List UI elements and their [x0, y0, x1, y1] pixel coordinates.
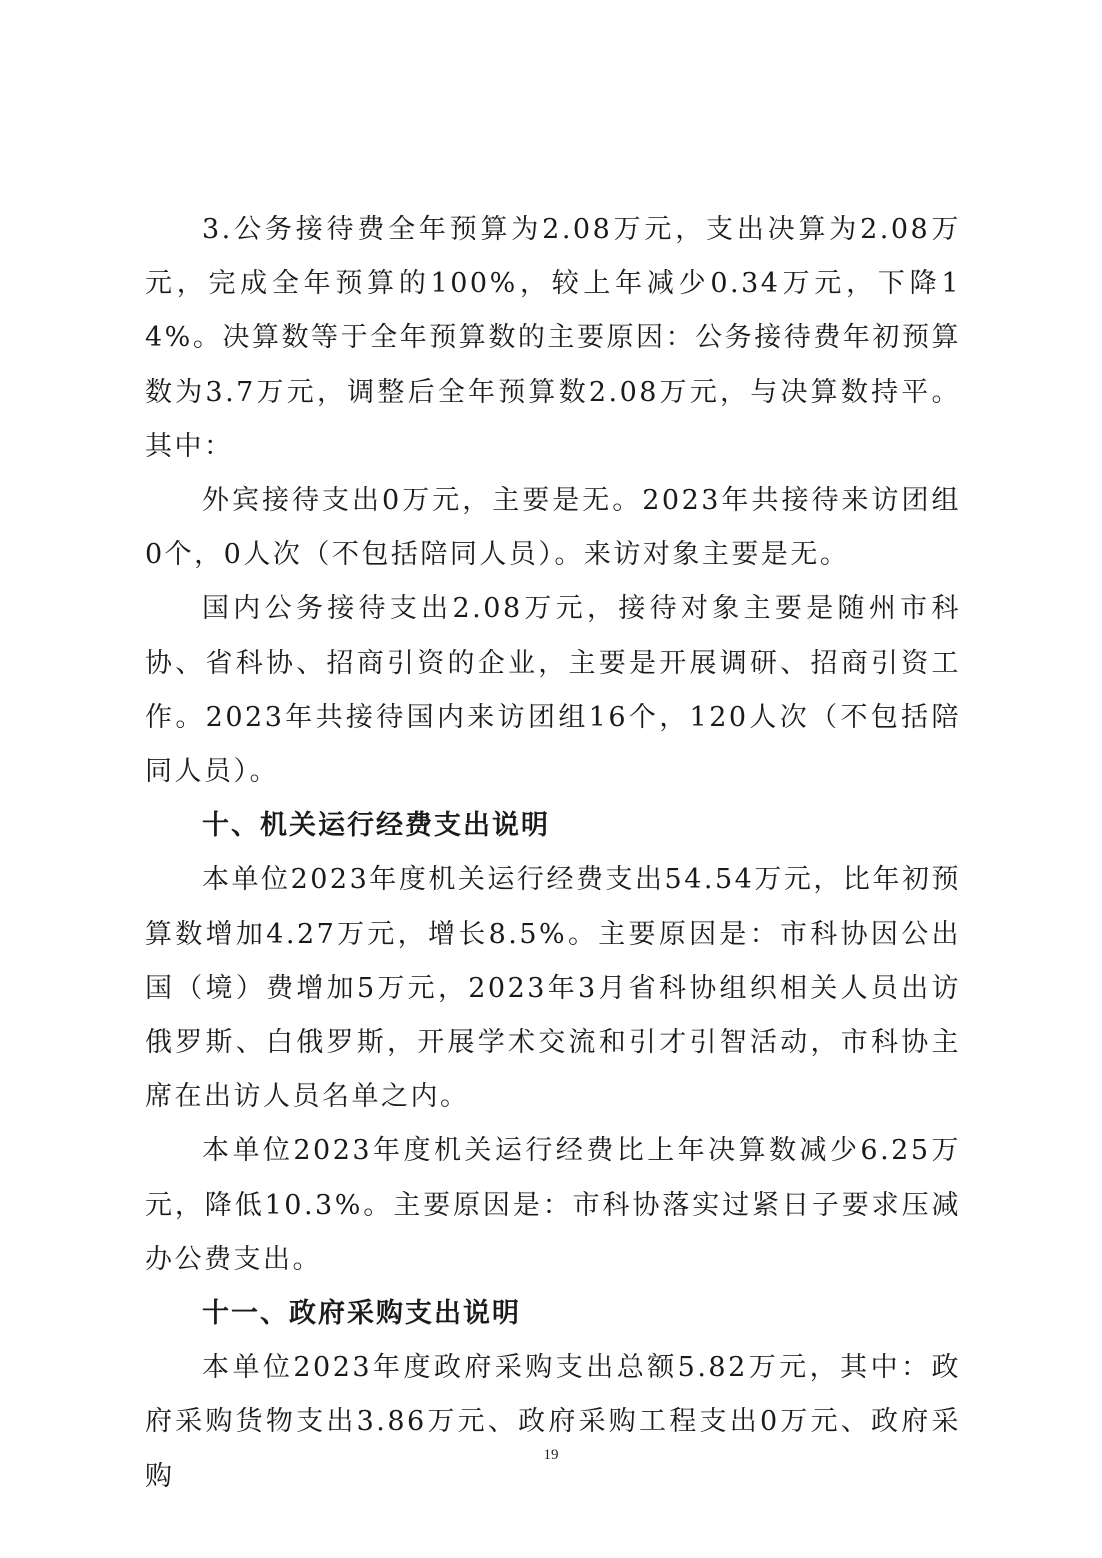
paragraph-foreign-reception: 外宾接待支出0万元，主要是无。2023年共接待来访团组0个，0人次（不包括陪同人员）。来访对象主要是无。	[145, 485, 961, 571]
section-heading-operating-expenses: 十、机关运行经费支出说明	[202, 810, 550, 842]
paragraph-reception-expense: 3.公务接待费全年预算为2.08万元，支出决算为2.08万元，完成全年预算的100%，较上年减少0.34万元，下降14%。决算数等于全年预算数的主要原因：公务接待费年初预算数为3.7万元，调整后全年预算数2.08万元，与决算数持平。其中：	[145, 214, 962, 462]
paragraph-operating-expenses: 本单位2023年度机关运行经费支出54.54万元，比年初预算数增加4.27万元，增长8.5%。主要原因是：市科协因公出国（境）费增加5万元，2023年3月省科协组织相关人员出访俄罗斯、白俄罗斯，开展学术交流和引才引智活动，市科协主席在出访人员名单之内。	[145, 864, 961, 1113]
document-body	[145, 203, 961, 1504]
paragraph-government-procurement: 本单位2023年度政府采购支出总额5.82万元，其中：政府采购货物支出3.86万元、政府采购工程支出0万元、政府采购	[145, 1352, 961, 1492]
section-heading-government-procurement: 十一、政府采购支出说明	[202, 1298, 521, 1330]
paragraph-domestic-reception: 国内公务接待支出2.08万元，接待对象主要是随州市科协、省科协、招商引资的企业，主要是开展调研、招商引资工作。2023年共接待国内来访团组16个，120人次（不包括陪同人员）。	[145, 593, 961, 788]
paragraph-operating-expenses-comparison: 本单位2023年度机关运行经费比上年决算数减少6.25万元，降低10.3%。主要原因是：市科协落实过紧日子要求压减办公费支出。	[145, 1135, 961, 1275]
page-number: 19	[543, 1447, 559, 1463]
